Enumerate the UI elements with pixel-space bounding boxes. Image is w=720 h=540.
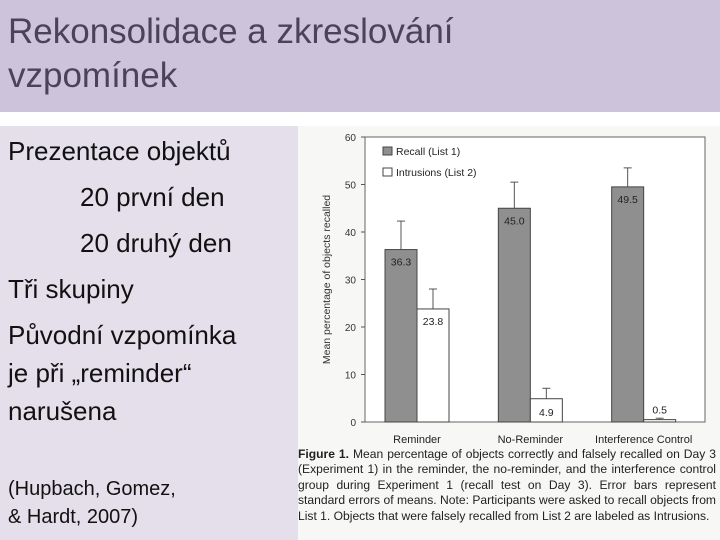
legend-label-0: Recall (List 1)	[396, 146, 461, 158]
bar-recall-0	[385, 250, 417, 422]
title-separator	[0, 112, 720, 126]
y-tick-label-30: 30	[344, 275, 356, 287]
bullet-line-7: narušena	[8, 396, 117, 426]
bullet-line-6: je při „reminder“	[8, 358, 192, 388]
bar-intrusion-2	[644, 420, 676, 422]
legend-swatch-0	[383, 147, 392, 155]
data-label-1-2: 0.5	[652, 404, 667, 417]
bullet-line-5: Původní vzpomínka	[8, 320, 237, 350]
y-tick-label-60: 60	[344, 133, 356, 144]
caption-text: Mean percentage of objects correctly and falsely recalled on Day 3 (Experiment 1) in the reminder, the no-reminder, and the interference control group during Experiment 1 (recall test on Day 3). Error bars represent standard errors of means. Note: Participants were asked to recall objects from List 1. Objects that were falsely recalled from List 2 are labeled as Intrusions.	[298, 447, 716, 523]
bullet-line-2: 20 první den	[80, 182, 225, 212]
y-tick-label-50: 50	[344, 180, 356, 192]
bar-recall-1	[498, 208, 530, 422]
x-tick-label-2: Interference Control	[595, 434, 693, 446]
slide-title: Rekonsolidace a zkreslování vzpomínek	[8, 12, 454, 95]
y-tick-label-10: 10	[344, 370, 356, 382]
x-tick-label-1: No-Reminder	[497, 434, 564, 446]
data-label-0-1: 45.0	[504, 215, 525, 228]
data-label-0-0: 36.3	[390, 256, 412, 269]
bar-recall-2	[612, 187, 644, 422]
bullet-line-4: Tři skupiny	[8, 274, 134, 304]
bar-chart	[298, 126, 720, 446]
figure-caption	[298, 447, 716, 524]
y-axis-label: Mean percentage of objects recalled	[321, 194, 333, 365]
bullet-line-1: Prezentace objektů	[8, 136, 231, 166]
y-tick-label-40: 40	[344, 228, 356, 239]
citation-line-1: (Hupbach, Gomez,	[8, 478, 176, 500]
y-tick-label-20: 20	[344, 323, 356, 334]
y-tick-label-0: 0	[350, 418, 356, 429]
legend-label-1: Intrusions (List 2)	[396, 167, 477, 179]
data-label-0-2: 49.5	[617, 193, 638, 206]
data-label-1-1: 4.9	[539, 407, 554, 419]
title-band	[0, 0, 720, 112]
legend-swatch-1	[383, 168, 392, 176]
data-label-1-0: 23.8	[422, 315, 444, 328]
citation-line-2: & Hardt, 2007)	[8, 506, 139, 528]
bullet-line-3: 20 druhý den	[80, 228, 232, 258]
x-tick-label-0: Reminder	[393, 434, 441, 446]
caption-label: Figure 1.	[298, 447, 350, 461]
